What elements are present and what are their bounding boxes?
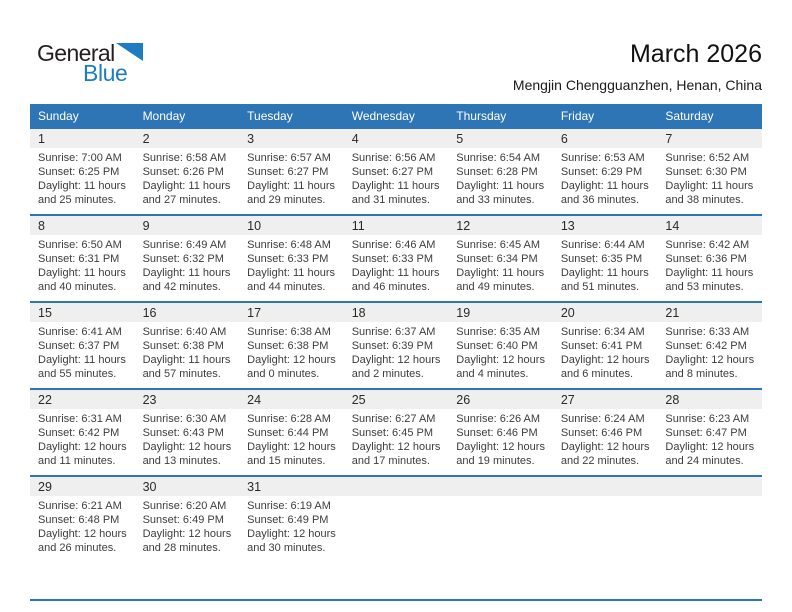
empty-cell [448, 477, 553, 562]
daylight-text-line2: and 17 minutes. [351, 455, 430, 467]
weekday-label: Monday [142, 108, 186, 123]
day-cell [30, 129, 135, 214]
sunrise-text: Sunrise: 6:58 AM [142, 152, 227, 164]
day-cell [657, 390, 762, 475]
daylight-text-line1: Daylight: 12 hours [142, 441, 232, 453]
sunset-text: Sunset: 6:41 PM [560, 340, 643, 352]
daylight-text-line2: and 38 minutes. [665, 194, 744, 206]
sunrise-text: Sunrise: 6:49 AM [142, 239, 227, 251]
daylight-text-line1: Daylight: 11 hours [247, 180, 335, 192]
daylight-text-line2: and 30 minutes. [247, 542, 326, 554]
day-info [239, 235, 344, 294]
daylight-text-line1: Daylight: 12 hours [351, 354, 441, 366]
daylight-text-line1: Daylight: 12 hours [247, 354, 336, 366]
daylight-text-line1: Daylight: 11 hours [142, 180, 231, 192]
day-info [657, 409, 762, 468]
daylight-text-line2: and 36 minutes. [560, 194, 640, 206]
day-number: 2 [135, 129, 240, 148]
day-info [135, 148, 240, 207]
week-row [30, 388, 762, 475]
day-info [135, 322, 240, 381]
daylight-text-line2: and 22 minutes. [560, 455, 640, 467]
logo-triangle-icon [116, 43, 143, 61]
day-number: 22 [30, 390, 135, 409]
daylight-text-line2: and 25 minutes. [38, 194, 117, 206]
sunrise-text: Sunrise: 6:57 AM [247, 152, 331, 164]
day-cell [448, 216, 553, 301]
daylight-text-line2: and 0 minutes. [247, 368, 320, 380]
day-number: 10 [239, 216, 344, 235]
sunset-text: Sunset: 6:48 PM [38, 514, 120, 526]
daylight-text-line1: Daylight: 11 hours [351, 267, 440, 279]
sunrise-text: Sunrise: 6:48 AM [247, 239, 331, 251]
sunrise-text: Sunrise: 6:38 AM [247, 326, 331, 338]
day-info [239, 496, 344, 555]
day-number: 11 [344, 216, 449, 235]
sunrise-text: Sunrise: 6:42 AM [665, 239, 750, 251]
logo-text-general: General [37, 40, 115, 66]
day-number: 6 [553, 129, 658, 148]
week-row [30, 475, 762, 562]
day-info [135, 496, 240, 555]
sunset-text: Sunset: 6:30 PM [665, 166, 747, 178]
day-info [344, 148, 449, 207]
day-number [553, 477, 658, 496]
sunrise-text: Sunrise: 6:33 AM [665, 326, 750, 338]
weekday-label: Saturday [665, 108, 714, 123]
day-number: 13 [553, 216, 658, 235]
daylight-text-line2: and 24 minutes. [665, 455, 744, 467]
sunset-text: Sunset: 6:38 PM [142, 340, 224, 352]
day-number: 4 [344, 129, 449, 148]
day-number: 9 [135, 216, 240, 235]
day-number: 20 [553, 303, 658, 322]
daylight-text-line1: Daylight: 11 hours [38, 180, 126, 192]
sunset-text: Sunset: 6:27 PM [351, 166, 434, 178]
day-info [448, 148, 553, 207]
sunset-text: Sunset: 6:49 PM [142, 514, 224, 526]
sunrise-text: Sunrise: 6:37 AM [351, 326, 436, 338]
day-cell [344, 390, 449, 475]
sunset-text: Sunset: 6:32 PM [142, 253, 224, 265]
day-number: 14 [657, 216, 762, 235]
day-info [657, 235, 762, 294]
daylight-text-line1: Daylight: 11 hours [142, 354, 231, 366]
sunrise-text: Sunrise: 6:23 AM [665, 413, 750, 425]
sunset-text: Sunset: 6:38 PM [247, 340, 329, 352]
day-number: 16 [135, 303, 240, 322]
day-cell [135, 390, 240, 475]
day-number: 31 [239, 477, 344, 496]
calendar-weeks [30, 127, 762, 562]
day-info [553, 148, 658, 207]
daylight-text-line2: and 51 minutes. [560, 281, 640, 293]
day-cell [657, 303, 762, 388]
day-cell [239, 477, 344, 562]
daylight-text-line1: Daylight: 11 hours [142, 267, 231, 279]
sunrise-text: Sunrise: 6:26 AM [456, 413, 541, 425]
day-number: 12 [448, 216, 553, 235]
daylight-text-line2: and 2 minutes. [351, 368, 424, 380]
page-title: March 2026 [629, 40, 762, 68]
day-info [553, 409, 658, 468]
sunrise-text: Sunrise: 6:21 AM [38, 500, 122, 512]
daylight-text-line2: and 53 minutes. [665, 281, 744, 293]
sunset-text: Sunset: 6:26 PM [142, 166, 224, 178]
daylight-text-line1: Daylight: 12 hours [247, 528, 336, 540]
day-number: 5 [448, 129, 553, 148]
day-number: 25 [344, 390, 449, 409]
day-number: 30 [135, 477, 240, 496]
sunset-text: Sunset: 6:46 PM [456, 427, 538, 439]
daylight-text-line1: Daylight: 12 hours [665, 354, 755, 366]
empty-cell [657, 477, 762, 562]
day-number: 7 [657, 129, 762, 148]
daylight-text-line1: Daylight: 12 hours [560, 354, 650, 366]
day-info [239, 409, 344, 468]
day-info [448, 409, 553, 468]
sunset-text: Sunset: 6:25 PM [38, 166, 120, 178]
daylight-text-line2: and 31 minutes. [351, 194, 430, 206]
day-info [344, 409, 449, 468]
daylight-text-line1: Daylight: 12 hours [142, 528, 232, 540]
sunset-text: Sunset: 6:49 PM [247, 514, 329, 526]
day-cell [553, 303, 658, 388]
sunrise-text: Sunrise: 6:35 AM [456, 326, 541, 338]
week-row [30, 214, 762, 301]
sunset-text: Sunset: 6:35 PM [560, 253, 643, 265]
day-cell [30, 477, 135, 562]
daylight-text-line1: Daylight: 11 hours [665, 267, 754, 279]
empty-cell [553, 477, 658, 562]
day-number [657, 477, 762, 496]
daylight-text-line2: and 42 minutes. [142, 281, 221, 293]
day-number: 23 [135, 390, 240, 409]
day-info [239, 148, 344, 207]
day-info [135, 409, 240, 468]
day-info [657, 148, 762, 207]
day-cell [448, 303, 553, 388]
daylight-text-line1: Daylight: 11 hours [665, 180, 754, 192]
daylight-text-line1: Daylight: 11 hours [247, 267, 335, 279]
daylight-text-line2: and 6 minutes. [560, 368, 633, 380]
daylight-text-line2: and 46 minutes. [351, 281, 430, 293]
calendar-table [30, 104, 762, 562]
empty-cell [344, 477, 449, 562]
daylight-text-line2: and 40 minutes. [38, 281, 117, 293]
day-cell [135, 216, 240, 301]
logo-text-blue: Blue [83, 60, 128, 86]
weekday-label: Friday [560, 108, 595, 123]
sunrise-text: Sunrise: 6:41 AM [38, 326, 122, 338]
day-number: 19 [448, 303, 553, 322]
sunrise-text: Sunrise: 6:54 AM [456, 152, 541, 164]
sunset-text: Sunset: 6:29 PM [560, 166, 643, 178]
week-row [30, 301, 762, 388]
day-number [344, 477, 449, 496]
sunset-text: Sunset: 6:45 PM [351, 427, 434, 439]
sunrise-text: Sunrise: 6:24 AM [560, 413, 645, 425]
sunset-text: Sunset: 6:33 PM [351, 253, 434, 265]
day-number: 24 [239, 390, 344, 409]
daylight-text-line2: and 28 minutes. [142, 542, 221, 554]
sunrise-text: Sunrise: 6:40 AM [142, 326, 227, 338]
daylight-text-line2: and 44 minutes. [247, 281, 326, 293]
weekday-label: Tuesday [247, 108, 293, 123]
day-cell [344, 303, 449, 388]
day-cell [344, 129, 449, 214]
daylight-text-line2: and 4 minutes. [456, 368, 529, 380]
daylight-text-line1: Daylight: 12 hours [456, 354, 545, 366]
daylight-text-line1: Daylight: 12 hours [456, 441, 545, 453]
daylight-text-line1: Daylight: 12 hours [38, 528, 127, 540]
day-number: 15 [30, 303, 135, 322]
day-info [30, 496, 135, 555]
daylight-text-line1: Daylight: 12 hours [38, 441, 127, 453]
day-cell [135, 303, 240, 388]
day-number: 17 [239, 303, 344, 322]
sunset-text: Sunset: 6:36 PM [665, 253, 747, 265]
day-cell [448, 390, 553, 475]
sunrise-text: Sunrise: 6:53 AM [560, 152, 645, 164]
daylight-text-line2: and 15 minutes. [247, 455, 326, 467]
day-info [657, 322, 762, 381]
sunset-text: Sunset: 6:34 PM [456, 253, 538, 265]
general-blue-logo [37, 42, 143, 85]
sunset-text: Sunset: 6:40 PM [456, 340, 538, 352]
day-cell [30, 303, 135, 388]
day-number: 18 [344, 303, 449, 322]
day-number: 29 [30, 477, 135, 496]
day-info [448, 235, 553, 294]
daylight-text-line2: and 26 minutes. [38, 542, 117, 554]
page-subtitle: Mengjin Chengguanzhen, Henan, China [512, 77, 762, 93]
daylight-text-line2: and 57 minutes. [142, 368, 221, 380]
day-info [30, 148, 135, 207]
day-info [30, 322, 135, 381]
day-cell [553, 129, 658, 214]
day-number: 1 [30, 129, 135, 148]
sunset-text: Sunset: 6:39 PM [351, 340, 434, 352]
sunset-text: Sunset: 6:47 PM [665, 427, 747, 439]
daylight-text-line2: and 19 minutes. [456, 455, 535, 467]
day-cell [135, 129, 240, 214]
sunrise-text: Sunrise: 6:19 AM [247, 500, 331, 512]
daylight-text-line2: and 33 minutes. [456, 194, 535, 206]
daylight-text-line2: and 49 minutes. [456, 281, 535, 293]
sunset-text: Sunset: 6:31 PM [38, 253, 120, 265]
weekday-label: Wednesday [351, 108, 415, 123]
sunrise-text: Sunrise: 6:56 AM [351, 152, 436, 164]
sunrise-text: Sunrise: 7:00 AM [38, 152, 122, 164]
daylight-text-line1: Daylight: 11 hours [351, 180, 440, 192]
sunset-text: Sunset: 6:44 PM [247, 427, 329, 439]
daylight-text-line1: Daylight: 11 hours [560, 180, 649, 192]
sunrise-text: Sunrise: 6:30 AM [142, 413, 227, 425]
sunset-text: Sunset: 6:37 PM [38, 340, 120, 352]
daylight-text-line1: Daylight: 11 hours [456, 267, 545, 279]
sunset-text: Sunset: 6:42 PM [38, 427, 120, 439]
sunset-text: Sunset: 6:46 PM [560, 427, 643, 439]
sunset-text: Sunset: 6:43 PM [142, 427, 224, 439]
daylight-text-line2: and 11 minutes. [38, 455, 116, 467]
day-number [448, 477, 553, 496]
day-info [344, 235, 449, 294]
sunrise-text: Sunrise: 6:45 AM [456, 239, 541, 251]
day-cell [448, 129, 553, 214]
daylight-text-line1: Daylight: 12 hours [351, 441, 441, 453]
day-cell [30, 390, 135, 475]
week-row [30, 127, 762, 214]
daylight-text-line2: and 13 minutes. [142, 455, 221, 467]
day-number: 8 [30, 216, 135, 235]
day-info [448, 322, 553, 381]
daylight-text-line1: Daylight: 11 hours [560, 267, 649, 279]
day-cell [30, 216, 135, 301]
day-cell [553, 390, 658, 475]
daylight-text-line1: Daylight: 12 hours [560, 441, 650, 453]
sunrise-text: Sunrise: 6:50 AM [38, 239, 122, 251]
daylight-text-line2: and 8 minutes. [665, 368, 738, 380]
day-info [135, 235, 240, 294]
sunrise-text: Sunrise: 6:28 AM [247, 413, 331, 425]
day-cell [239, 129, 344, 214]
weekday-label: Thursday [456, 108, 507, 123]
weekday-label: Sunday [38, 108, 79, 123]
day-cell [239, 390, 344, 475]
day-info [30, 235, 135, 294]
day-cell [344, 216, 449, 301]
sunrise-text: Sunrise: 6:44 AM [560, 239, 645, 251]
sunset-text: Sunset: 6:27 PM [247, 166, 329, 178]
sunrise-text: Sunrise: 6:34 AM [560, 326, 645, 338]
sunset-text: Sunset: 6:33 PM [247, 253, 329, 265]
daylight-text-line1: Daylight: 11 hours [38, 267, 126, 279]
day-number: 26 [448, 390, 553, 409]
day-cell [135, 477, 240, 562]
sunset-text: Sunset: 6:42 PM [665, 340, 747, 352]
day-cell [553, 216, 658, 301]
day-cell [239, 216, 344, 301]
day-number: 21 [657, 303, 762, 322]
day-info [344, 322, 449, 381]
day-info [30, 409, 135, 468]
daylight-text-line1: Daylight: 11 hours [38, 354, 126, 366]
day-cell [239, 303, 344, 388]
footer-rule [30, 599, 762, 601]
day-info [239, 322, 344, 381]
daylight-text-line1: Daylight: 11 hours [456, 180, 545, 192]
weekday-header [30, 104, 762, 127]
sunrise-text: Sunrise: 6:46 AM [351, 239, 436, 251]
sunrise-text: Sunrise: 6:52 AM [665, 152, 750, 164]
daylight-text-line2: and 29 minutes. [247, 194, 326, 206]
day-number: 3 [239, 129, 344, 148]
day-number: 28 [657, 390, 762, 409]
daylight-text-line1: Daylight: 12 hours [665, 441, 755, 453]
daylight-text-line1: Daylight: 12 hours [247, 441, 336, 453]
day-cell [657, 216, 762, 301]
day-number: 27 [553, 390, 658, 409]
sunrise-text: Sunrise: 6:20 AM [142, 500, 227, 512]
daylight-text-line2: and 55 minutes. [38, 368, 117, 380]
day-info [553, 235, 658, 294]
sunset-text: Sunset: 6:28 PM [456, 166, 538, 178]
day-info [553, 322, 658, 381]
sunrise-text: Sunrise: 6:27 AM [351, 413, 436, 425]
sunrise-text: Sunrise: 6:31 AM [38, 413, 122, 425]
day-cell [657, 129, 762, 214]
daylight-text-line2: and 27 minutes. [142, 194, 221, 206]
